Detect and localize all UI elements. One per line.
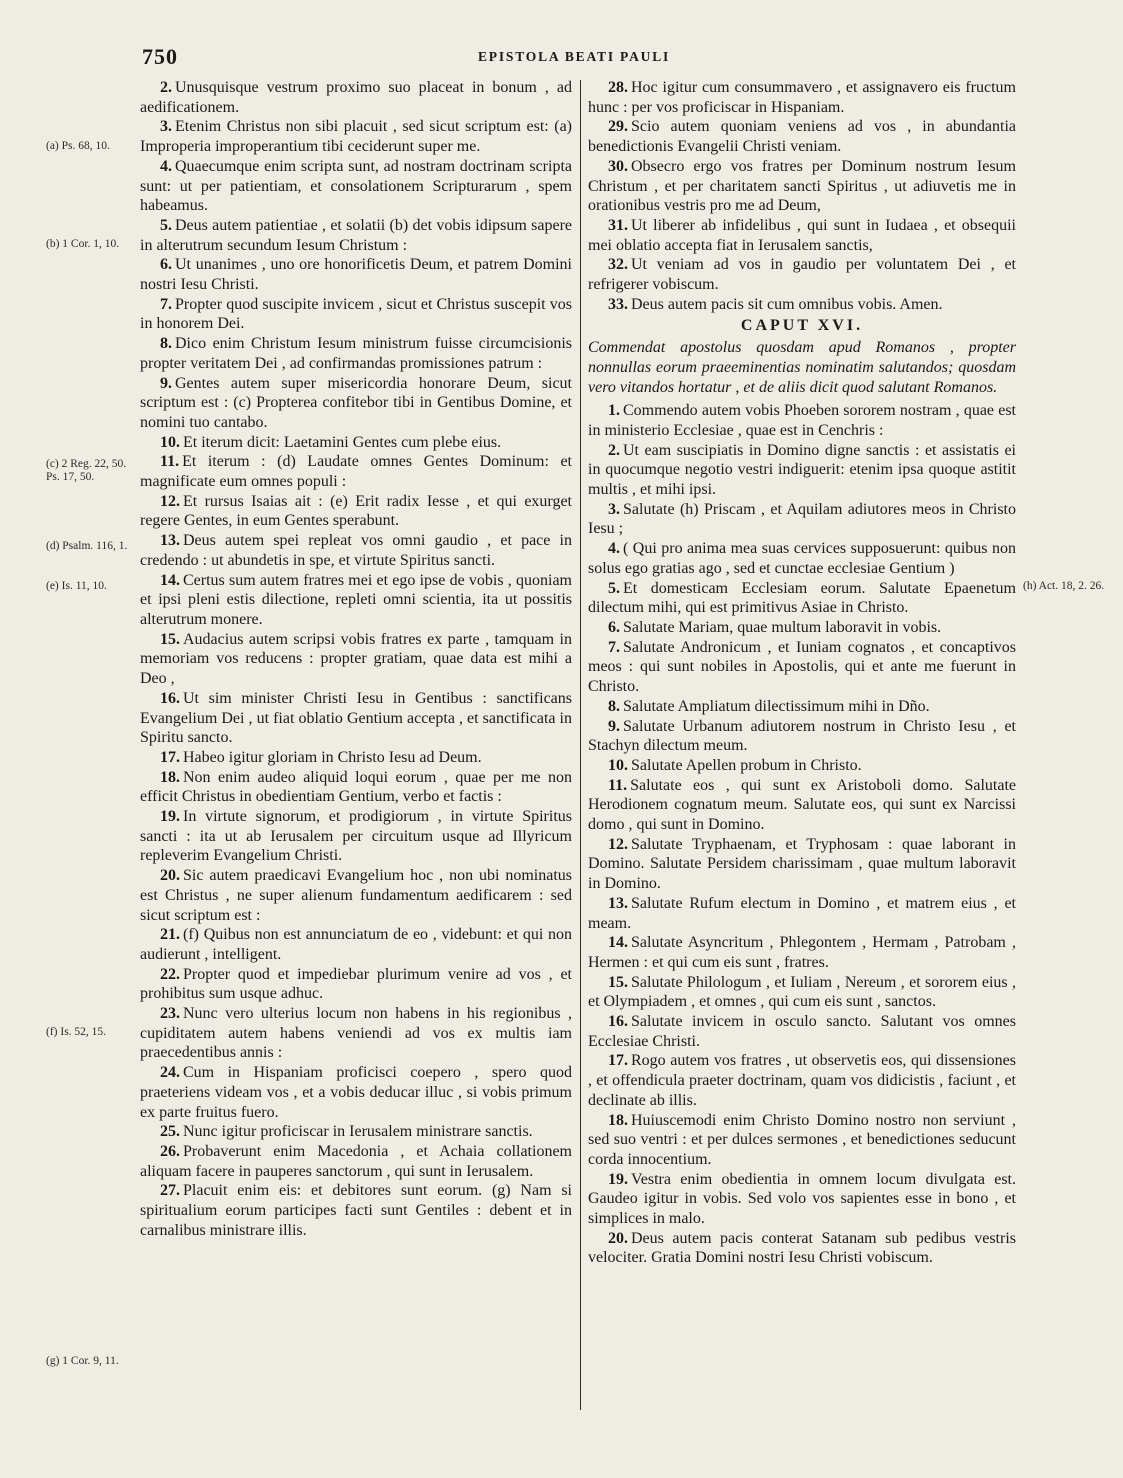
- verse: [588, 539, 1016, 578]
- verse: [140, 1181, 572, 1240]
- verse-number: 14.: [608, 934, 628, 952]
- verse: [140, 157, 572, 216]
- verse: [140, 571, 572, 630]
- margin-note-g: (g) 1 Cor. 9, 11.: [46, 1355, 119, 1367]
- verse-text: Propter quod suscipite invicem , sicut et Christus suscepit vos in honorem Dei.: [140, 295, 572, 333]
- verse-number: 30.: [608, 157, 628, 175]
- verse: [140, 295, 572, 334]
- verse-text: Scio autem quoniam veniens ad vos , in abundantia benedictionis Evangelii Christi veniam.: [588, 118, 1016, 156]
- verse-text: Sic autem praedicavi Evangelium hoc , non ubi nominatus est Christus , ne super alienum fundamentum aedificarem : sed sicut scriptum est :: [140, 867, 572, 924]
- page-number: 750: [142, 44, 178, 69]
- verse-text: Salutate Philologum , et Iuliam , Nereum , et sororem eius , et Olympiadem , et omnes , qui cum eis sunt , sanctos.: [588, 973, 1016, 1011]
- verse: [588, 216, 1016, 255]
- verse: [588, 255, 1016, 294]
- verse: [140, 768, 572, 807]
- margin-note-h: (h) Act. 18, 2. 26.: [1023, 580, 1105, 592]
- verse: [140, 334, 572, 373]
- verse-number: 10.: [608, 756, 628, 774]
- verse: [140, 255, 572, 294]
- verse-text: Deus autem pacis conterat Satanam sub pedibus vestris velociter. Gratia Domini nostri Iesu Christi vobiscum.: [588, 1229, 1016, 1267]
- verse: [140, 630, 572, 689]
- verse-number: 17.: [160, 748, 180, 766]
- verse-number: 15.: [160, 630, 180, 648]
- verse-number: 3.: [160, 118, 172, 136]
- margin-note-e: (e) Is. 11, 10.: [46, 580, 107, 592]
- verse-text: Salutate Mariam, quae multum laboravit in vobis.: [623, 618, 942, 636]
- verse-text: Etenim Christus non sibi placuit , sed sicut scriptum est: (a) Improperia improperantium tibi ceciderunt super me.: [140, 118, 572, 156]
- verse-text: Habeo igitur gloriam in Christo Iesu ad Deum.: [183, 748, 482, 766]
- margin-note-c: (c) 2 Reg. 22, 50. Ps. 17, 50.: [46, 458, 127, 483]
- verse: [140, 78, 572, 117]
- verse-text: Nunc igitur proficiscar in Ierusalem ministrare sanctis.: [183, 1123, 533, 1141]
- margin-note-a: (a) Ps. 68, 10.: [46, 140, 110, 152]
- verse-text: Salutate invicem in osculo sancto. Salutant vos omnes Ecclesiae Christi.: [588, 1013, 1016, 1050]
- verse-number: 6.: [160, 256, 172, 274]
- verse-text: Audacius autem scripsi vobis fratres ex parte , tamquam in memoriam vos reducens : propter gratiam, quae data est mihi a Deo ,: [140, 630, 572, 688]
- margin-note-d: (d) Psalm. 116, 1.: [46, 540, 128, 552]
- verse: [588, 1051, 1016, 1110]
- verse-number: 5.: [608, 579, 620, 597]
- verse-number: 16.: [608, 1013, 628, 1031]
- verse: [140, 965, 572, 1004]
- right-verses-top: [588, 78, 1016, 314]
- verse: [588, 973, 1016, 1012]
- verse-text: Rogo autem vos fratres , ut observetis eos, qui dissensiones , et offendicula praeter doctrinam, quam vos didicistis , faciunt , et declinate ab illis.: [588, 1052, 1016, 1109]
- verse-number: 22.: [160, 965, 180, 983]
- verse: [588, 638, 1016, 697]
- verse-number: 2.: [608, 441, 620, 459]
- verse-number: 18.: [608, 1111, 628, 1129]
- verse-text: Dico enim Christum Iesum ministrum fuisse circumcisionis propter veritatem Dei , ad confirmandas promissiones patrum :: [140, 335, 572, 372]
- verse-number: 7.: [160, 295, 172, 313]
- chapter-summary: Commendat apostolus quosdam apud Romanos , propter nonnullas eorum praeeminentias nominatim salutandos; quosdam vero vitandos hortatur , et de aliis dicit quod salutant Romanos.: [588, 339, 1016, 396]
- verse-text: Salutate Rufum electum in Domino , et matrem eius , et meam.: [588, 894, 1016, 932]
- column-divider: [580, 80, 581, 1410]
- verse-text: Salutate Andronicum , et Iuniam cognatos , et concaptivos meos : qui sunt nobiles in Apostolis, qui et ante me fuerunt in Christo.: [588, 638, 1016, 696]
- verse: [140, 689, 572, 748]
- verse: [588, 1111, 1016, 1170]
- verse: [588, 1012, 1016, 1051]
- verse-number: 8.: [160, 335, 172, 353]
- verse-number: 20.: [160, 867, 180, 885]
- verse-text: Deus autem patientiae , et solatii (b) det vobis idipsum sapere in alterutrum secundum Iesum Christum :: [140, 216, 572, 254]
- verse-text: Placuit enim eis: et debitores sunt eorum. (g) Nam si spiritualium eorum participes facti sunt Gentiles : debent et in carnalibus ministrare illis.: [140, 1182, 572, 1239]
- verse-text: Salutate (h) Priscam , et Aquilam adiutores meos in Christo Iesu ;: [588, 500, 1016, 538]
- verse: [588, 78, 1016, 117]
- verse: [140, 492, 572, 531]
- verse-number: 18.: [160, 768, 180, 786]
- verse: [588, 117, 1016, 156]
- verse-number: 6.: [608, 618, 620, 636]
- verse-text: Quaecumque enim scripta sunt, ad nostram doctrinam scripta sunt: ut per patientiam, et consolationem Scripturarum , spem habeamus.: [140, 157, 572, 215]
- right-column: [588, 78, 1016, 1268]
- verse: [140, 452, 572, 491]
- verse-number: 26.: [160, 1142, 180, 1160]
- verse-number: 8.: [608, 697, 620, 715]
- verse: [140, 748, 572, 768]
- verse: [588, 441, 1016, 500]
- verse-text: Et iterum dicit: Laetamini Gentes cum plebe eius.: [183, 433, 502, 451]
- verse: [140, 1004, 572, 1063]
- verse-text: Propter quod et impediebar plurimum venire ad vos , et prohibitus sum usque adhuc.: [140, 965, 572, 1003]
- verse-number: 4.: [160, 157, 172, 175]
- verse-number: 24.: [160, 1064, 180, 1082]
- verse-text: Certus sum autem fratres mei et ego ipse de vobis , quoniam et ipsi pleni estis dilectione, repleti omni scientia, ita ut possitis alterutrum monere.: [140, 571, 572, 628]
- page-header: [140, 44, 1020, 70]
- verse-number: 32.: [608, 256, 628, 274]
- verse-number: 13.: [160, 532, 180, 550]
- verse: [588, 401, 1016, 440]
- verse-text: Salutate Ampliatum dilectissimum mihi in Dño.: [623, 697, 930, 715]
- verse-text: Gentes autem super misericordia honorare Deum, sicut scriptum est : (c) Propterea confitebor tibi in Gentibus Domine, et nomini tuo cantabo.: [140, 374, 572, 431]
- verse-text: Ut eam suscipiatis in Domino digne sanctis : et assistatis ei in quocumque negotio vestri indiguerit: etenim ipsa quoque astitit multis , et mihi ipsi.: [588, 441, 1016, 499]
- verse-text: ( Qui pro anima mea suas cervices supposuerunt: quibus non solus ego gratias ago , sed et cunctae ecclesiae Gentium ): [588, 540, 1016, 577]
- verse-text: Salutate Tryphaenam, et Tryphosam : quae laborant in Domino. Salutate Persidem charissimam , quae multum laboravit in Domino.: [588, 835, 1016, 893]
- verse-text: Huiuscemodi enim Christo Domino nostro non serviunt , sed suo ventri : et per dulces sermones , et benedictiones seducunt corda innocentium.: [588, 1111, 1016, 1168]
- verse-number: 12.: [160, 492, 180, 510]
- verse-number: 9.: [160, 374, 172, 392]
- verse-number: 23.: [160, 1005, 180, 1023]
- verse-number: 12.: [608, 835, 628, 853]
- verse: [140, 1142, 572, 1181]
- verse-number: 9.: [608, 717, 620, 735]
- verse: [140, 807, 572, 866]
- verse-number: 25.: [160, 1123, 180, 1141]
- verse: [588, 835, 1016, 894]
- verse: [588, 933, 1016, 972]
- verse-text: Nunc vero ulterius locum non habens in his regionibus , cupiditatem autem habens veniendi ad vos ex multis iam praecedentibus annis :: [140, 1005, 572, 1062]
- verse-text: Et domesticam Ecclesiam eorum. Salutate Epaenetum dilectum mihi, qui est primitivus Asiae in Christo.: [588, 579, 1016, 617]
- verse: [588, 500, 1016, 539]
- verse: [140, 374, 572, 433]
- verse: [588, 894, 1016, 933]
- verse: [140, 117, 572, 156]
- verse: [588, 295, 1016, 315]
- verse: [140, 531, 572, 570]
- verse-number: 21.: [160, 926, 180, 944]
- verse-number: 14.: [160, 571, 180, 589]
- verse-text: Hoc igitur cum consummavero , et assignavero eis fructum hunc : per vos proficiscar in Hispaniam.: [588, 79, 1016, 116]
- verse-text: Ut sim minister Christi Iesu in Gentibus : sanctificans Evangelium Dei , ut fiat oblatio Gentium accepta , et sanctificata in Spiritu sancto.: [140, 689, 572, 747]
- verse-text: Et iterum : (d) Laudate omnes Gentes Dominum: et magnificate eum omnes populi :: [140, 453, 572, 491]
- verse-text: Salutate eos , qui sunt ex Aristoboli domo. Salutate Herodionem cognatum meum. Salutate eos, qui sunt ex Narcissi domo , qui sunt in Domino.: [588, 776, 1016, 834]
- verse: [140, 216, 572, 255]
- verse-number: 3.: [608, 500, 620, 518]
- verse-number: 5.: [160, 216, 172, 234]
- running-title: EPISTOLA BEATI PAULI: [478, 49, 671, 64]
- verse-number: 4.: [608, 540, 620, 558]
- verse-number: 1.: [608, 402, 620, 420]
- verse-text: Ut liberer ab infidelibus , qui sunt in Iudaea , et obsequii mei oblatio accepta fiat in Ierusalem sanctis,: [588, 216, 1016, 254]
- verse-text: Unusquisque vestrum proximo suo placeat in bonum , ad aedificationem.: [140, 79, 572, 116]
- verse-number: 11.: [608, 776, 628, 794]
- verse-number: 29.: [608, 118, 628, 136]
- verse-text: Cum in Hispaniam proficisci coepero , spero quod praeteriens videam vos , et a vobis deducar illuc , si vobis primum ex parte fruitus fuero.: [140, 1064, 572, 1121]
- verse-text: Ut unanimes , uno ore honorificetis Deum, et patrem Domini nostri Iesu Christi.: [140, 256, 572, 294]
- verse-number: 28.: [608, 79, 628, 96]
- verse: [588, 579, 1016, 618]
- right-verses-bottom: [588, 401, 1016, 1268]
- verse-text: Salutate Urbanum adiutorem nostrum in Christo Iesu , et Stachyn dilectum meum.: [588, 717, 1016, 755]
- chapter-heading: CAPUT XVI.: [740, 317, 864, 335]
- verse-text: Et rursus Isaias ait : (e) Erit radix Iesse , et qui exurget regere Gentes, in eum Gentes sperabunt.: [140, 492, 572, 530]
- verse: [140, 433, 572, 453]
- verse: [140, 925, 572, 964]
- verse-text: Probaverunt enim Macedonia , et Achaia collationem aliquam facere in pauperes sanctorum , qui sunt in Ierusalem.: [140, 1142, 572, 1180]
- margin-note-f: (f) Is. 52, 15.: [46, 1026, 107, 1038]
- verse-text: Salutate Asyncritum , Phlegontem , Hermam , Patrobam , Hermen : et qui cum eis sunt , fratres.: [588, 934, 1016, 971]
- verse-text: Ut veniam ad vos in gaudio per voluntatem Dei , et refrigerer vobiscum.: [588, 256, 1016, 294]
- verse-number: 16.: [160, 689, 180, 707]
- verse-text: Commendo autem vobis Phoeben sororem nostram , quae est in ministerio Ecclesiae , quae est in Cenchris :: [588, 402, 1016, 439]
- verse-number: 2.: [160, 79, 172, 96]
- verse-number: 20.: [608, 1229, 628, 1247]
- verse-text: Non enim audeo aliquid loqui eorum , quae per me non efficit Christus in obedientiam Gentium, verbo et factis :: [140, 768, 572, 806]
- verse-number: 27.: [160, 1182, 180, 1200]
- verse: [140, 1063, 572, 1122]
- verse-number: 15.: [608, 973, 628, 991]
- verse-number: 19.: [160, 808, 180, 826]
- verse-number: 33.: [608, 295, 628, 313]
- verse-number: 10.: [160, 433, 180, 451]
- verse: [140, 866, 572, 925]
- verse-text: In virtute signorum, et prodigiorum , in virtute Spiritus sancti : ita ut ab Ierusalem per circuitum usque ad Illyricum repleverim Evangelium Christi.: [140, 808, 572, 865]
- verse-number: 31.: [608, 216, 628, 234]
- verse: [140, 1122, 572, 1142]
- verse-text: Vestra enim obedientia in omnem locum divulgata est. Gaudeo igitur in vobis. Sed volo vos sapientes esse in bono , et simplices in malo.: [588, 1170, 1016, 1228]
- verse: [588, 1170, 1016, 1229]
- verse-text: Salutate Apellen probum in Christo.: [631, 756, 862, 774]
- margin-note-b: (b) 1 Cor. 1, 10.: [46, 238, 120, 250]
- verse: [588, 756, 1016, 776]
- verse-number: 17.: [608, 1052, 628, 1070]
- verse-text: (f) Quibus non est annunciatum de eo , videbunt: et qui non audierunt , intelligent.: [140, 926, 572, 963]
- verse-text: Obsecro ergo vos fratres per Dominum nostrum Iesum Christum , et per charitatem sancti Spiritus , ut adiuvetis me in orationibus vestris pro me ad Deum,: [588, 157, 1016, 215]
- verse: [588, 618, 1016, 638]
- verse-text: Deus autem spei repleat vos omni gaudio , et pace in credendo : ut abundetis in spe, et virtute Spiritus sancti.: [140, 532, 572, 569]
- verse-number: 19.: [608, 1170, 628, 1188]
- left-column: [140, 78, 572, 1240]
- verse: [588, 717, 1016, 756]
- verse: [588, 697, 1016, 717]
- verse: [588, 776, 1016, 835]
- verse-number: 13.: [608, 894, 628, 912]
- verse-text: Deus autem pacis sit cum omnibus vobis. Amen.: [631, 295, 943, 313]
- verse: [588, 157, 1016, 216]
- verse-number: 7.: [608, 638, 620, 656]
- verse: [588, 1229, 1016, 1268]
- verse-number: 11.: [160, 453, 180, 471]
